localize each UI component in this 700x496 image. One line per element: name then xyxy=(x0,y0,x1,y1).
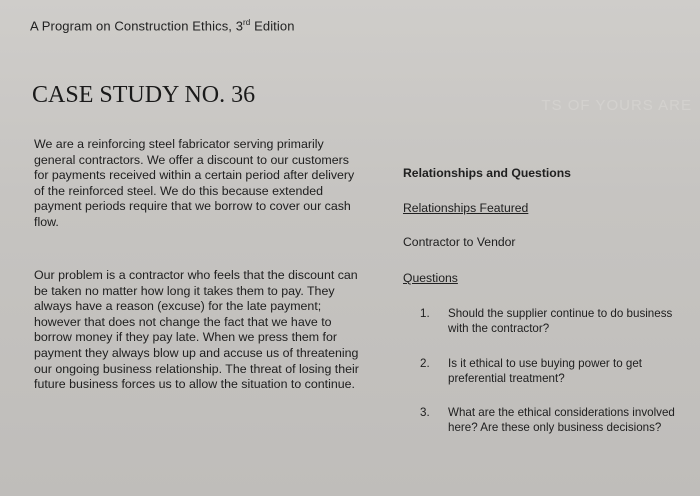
body-paragraph-2: Our problem is a contractor who feels that the discount can be taken no matter how long it takes them to pay. They always have a reason (excuse) for the late payment; however that does not change the fact that we have to borrow money if they pay late. When we press them for payment they always blow up and accuse us of threatening our ongoing business relationship. The threat of losing their future business forces us to allow the situation to continue. xyxy=(34,268,359,392)
body-paragraph-1: We are a reinforcing steel fabricator serving primarily general contractors. We offer a discount to our customers for payments received within a certain period after delivery of the reinforced steel. We do this because extended payment periods require that we borrow to cover our cash flow. xyxy=(34,137,355,229)
relationship-value: Contractor to Vendor xyxy=(403,235,516,249)
question-text: What are the ethical considerations involved here? Are these only business decisions? xyxy=(448,406,675,435)
question-number: 2. xyxy=(420,357,430,370)
questions-label: Questions xyxy=(403,271,458,285)
running-header xyxy=(30,18,295,33)
question-text: Is it ethical to use buying power to get preferential treatment? xyxy=(448,357,642,386)
bleed-through-text: TS OF YOURS ARE xyxy=(541,97,692,114)
case-study-title: CASE STUDY NO. 36 xyxy=(32,82,256,108)
relationships-questions-heading: Relationships and Questions xyxy=(403,166,571,180)
question-text: Should the supplier continue to do business with the contractor? xyxy=(448,307,673,336)
relationships-featured-label: Relationships Featured xyxy=(403,201,529,215)
header-superscript: rd xyxy=(243,18,251,27)
question-number: 1. xyxy=(420,307,430,320)
question-number: 3. xyxy=(420,406,430,419)
header-prefix: A Program on Construction Ethics, 3 xyxy=(30,18,244,34)
header-suffix: Edition xyxy=(250,18,295,34)
